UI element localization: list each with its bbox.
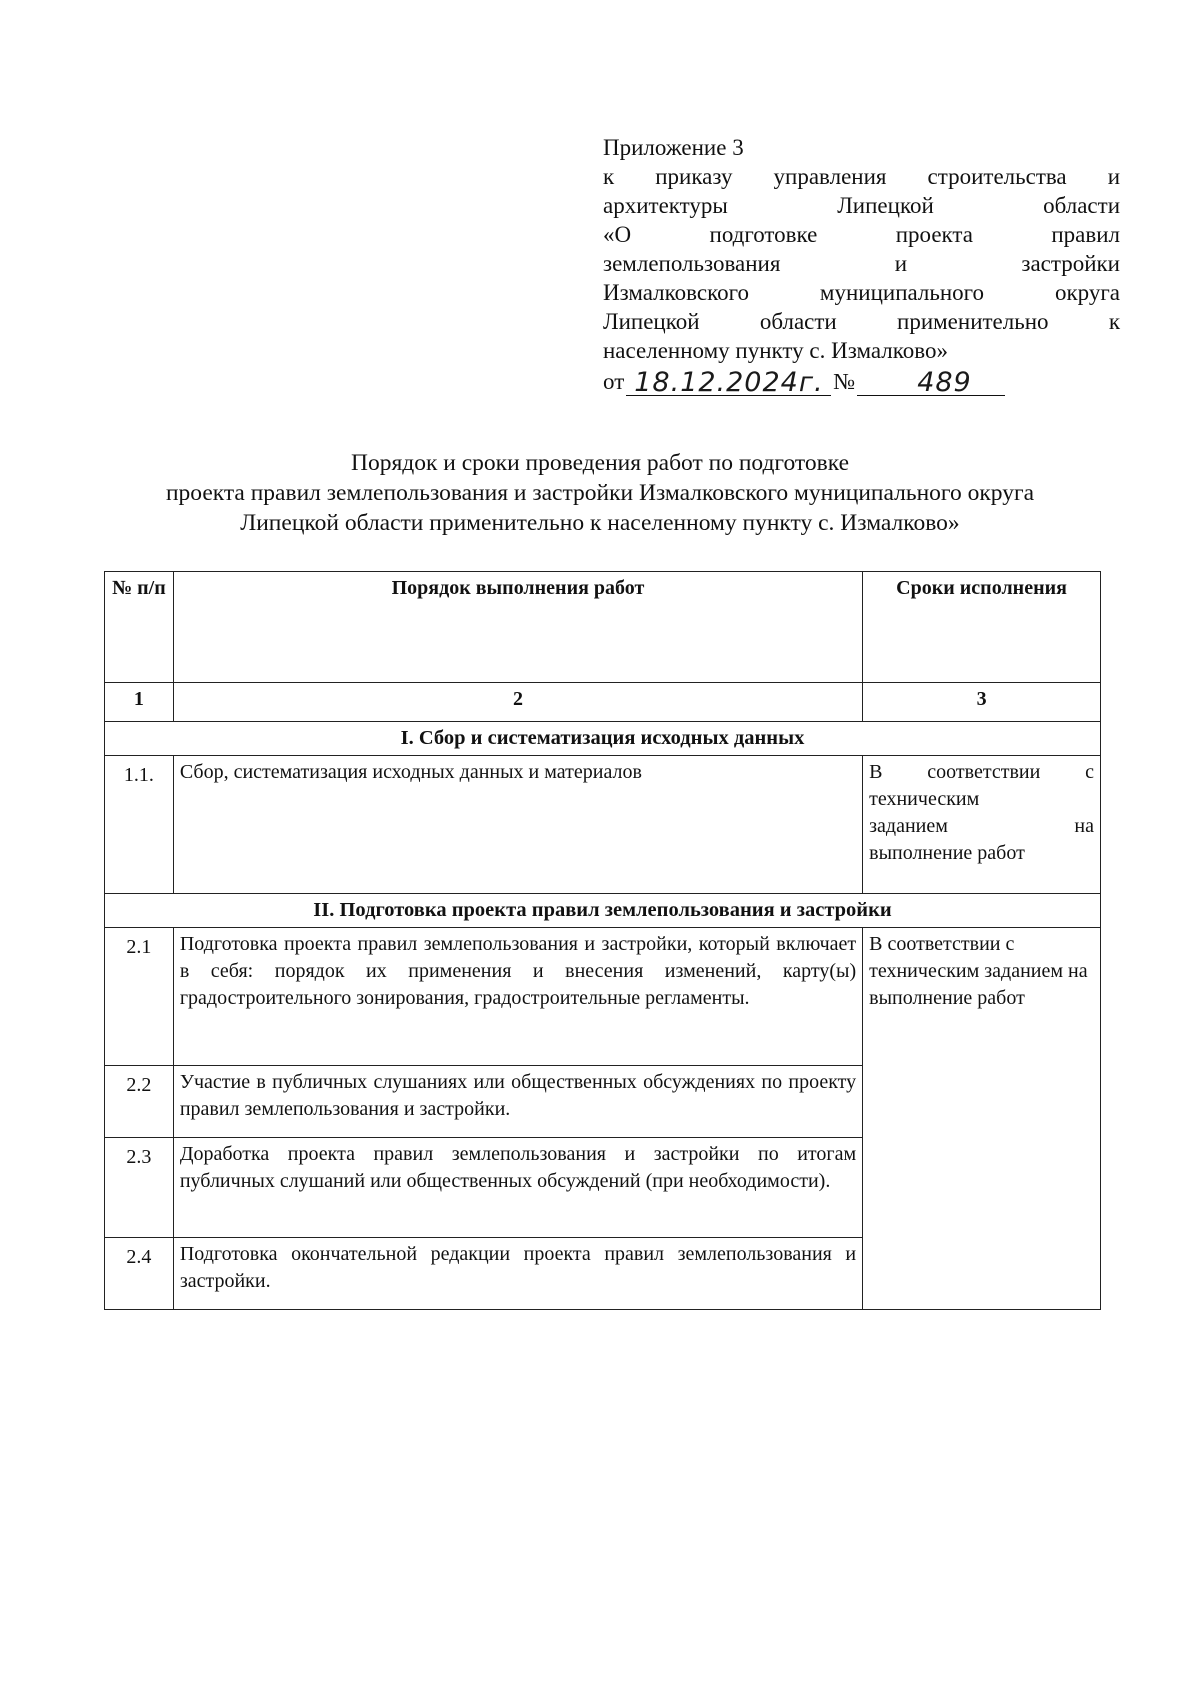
row-num: 2.2 (105, 1066, 174, 1138)
section-title: II. Подготовка проекта правил землепользования и застройки (105, 894, 1101, 928)
document-title (60, 448, 1140, 538)
terms-line: заданием на (869, 815, 1094, 837)
appendix-block (603, 133, 1120, 396)
row-terms (863, 756, 1101, 894)
handwritten-date: 18.12.2024г. (634, 367, 824, 398)
title-line: Липецкой области применительно к населенному пункту с. Измалково» (240, 510, 960, 536)
appendix-line: землепользования и застройки (603, 251, 1120, 276)
section-row (105, 722, 1101, 756)
row-num: 1.1. (105, 756, 174, 894)
row-text: Сбор, систематизация исходных данных и материалов (173, 756, 862, 894)
terms-line: выполнение работ (869, 842, 1025, 864)
number-label: № (833, 369, 856, 394)
appendix-title: Приложение 3 (603, 135, 744, 160)
appendix-line: «О подготовке проекта правил (603, 222, 1120, 247)
appendix-line: населенному пункту с. Измалково» (603, 338, 948, 363)
row-num: 2.4 (105, 1238, 174, 1310)
table-header-row (105, 572, 1101, 683)
terms-line: В соответствии с (869, 761, 1094, 783)
number-field (857, 365, 1005, 396)
row-num: 2.3 (105, 1138, 174, 1238)
title-line: Порядок и сроки проведения работ по подготовке (351, 450, 849, 476)
table-index-row (105, 683, 1101, 722)
section-title: I. Сбор и систематизация исходных данных (105, 722, 1101, 756)
appendix-line: Измалковского муниципального округа (603, 280, 1120, 305)
header-terms: Сроки исполнения (863, 572, 1101, 683)
handwritten-number: 489 (917, 367, 972, 398)
section-row (105, 894, 1101, 928)
row-terms: В соответствии с техническим заданием на выполнение работ (863, 928, 1101, 1310)
table-row (105, 928, 1101, 1066)
title-line: проекта правил землепользования и застройки Измалковского муниципального округа (165, 480, 1035, 506)
appendix-line: Липецкой области применительно к (603, 309, 1120, 334)
appendix-line: к приказу управления строительства и (603, 164, 1120, 189)
row-text: Подготовка окончательной редакции проекта правил землепользования и застройки. (173, 1238, 862, 1310)
terms-line: техническим (869, 788, 980, 810)
row-text: Подготовка проекта правил землепользования и застройки, который включает в себя: порядок их применения и внесения изменений, карту(ы) градостроительного зонирования, градостроительные регламенты. (173, 928, 862, 1066)
index-cell: 1 (105, 683, 174, 722)
order-date-line (603, 365, 1120, 396)
appendix-line: архитектуры Липецкой области (603, 193, 1120, 218)
date-prefix: от (603, 369, 625, 394)
table-row (105, 756, 1101, 894)
date-field (626, 365, 831, 396)
row-num: 2.1 (105, 928, 174, 1066)
header-num: № п/п (105, 572, 174, 683)
index-cell: 2 (173, 683, 862, 722)
row-text: Доработка проекта правил землепользования и застройки по итогам публичных слушаний или общественных обсуждений (при необходимости). (173, 1138, 862, 1238)
row-text: Участие в публичных слушаниях или общественных обсуждениях по проекту правил землепользования и застройки. (173, 1066, 862, 1138)
header-order: Порядок выполнения работ (173, 572, 862, 683)
works-table (104, 571, 1101, 1310)
index-cell: 3 (863, 683, 1101, 722)
